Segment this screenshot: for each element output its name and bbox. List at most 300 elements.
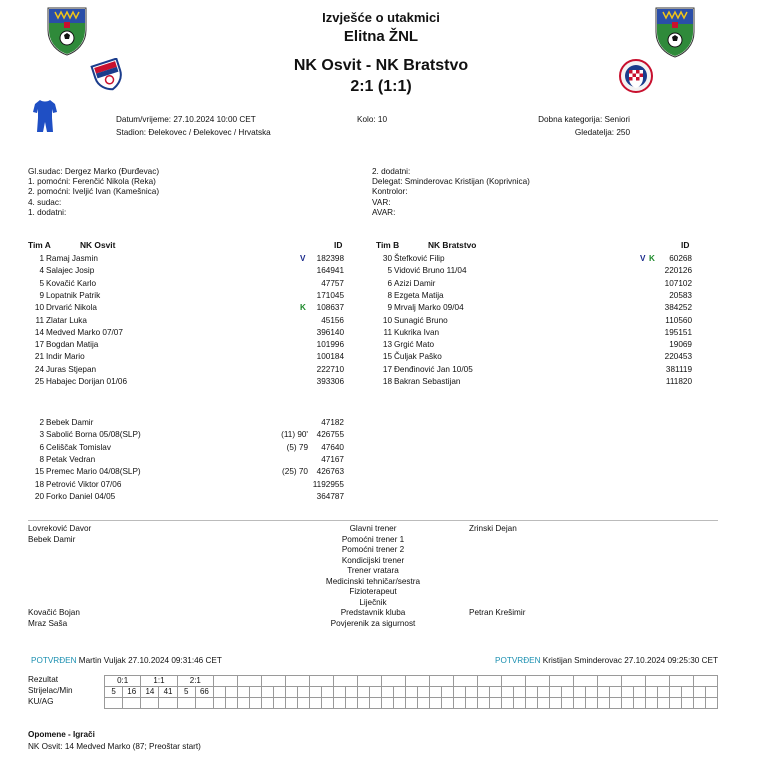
player-number: 18 [34, 479, 44, 489]
staff-role: Liječnik [359, 597, 387, 607]
match-stadium: Stadion: Đelekovec / Đelekovec / Hrvatska [116, 128, 271, 137]
result-empty-cell [670, 676, 694, 687]
player-id: 108637 [316, 303, 344, 313]
result-empty-cell [502, 698, 514, 709]
result-empty-cell [262, 687, 274, 698]
player-id: 1192955 [312, 479, 344, 489]
result-empty-cell [478, 698, 490, 709]
player-name: Kukrika Ivan [394, 327, 440, 337]
player-name: Drvarić Nikola [46, 303, 97, 313]
player-name: Bakran Sebastijan [394, 377, 461, 386]
result-empty-cell [286, 676, 310, 687]
result-empty-cell [598, 676, 622, 687]
result-empty-cell [622, 687, 634, 698]
player-row [26, 443, 344, 454]
player-row [374, 316, 692, 327]
player-id: 100184 [316, 352, 344, 362]
player-number: 13 [382, 340, 392, 350]
result-empty-cell [442, 687, 454, 698]
result-empty-cell [334, 676, 358, 687]
result-empty-cell [430, 676, 454, 687]
player-row [26, 480, 344, 491]
player-id: 222710 [316, 364, 344, 374]
confirmation-team-a [31, 656, 222, 666]
official-line: VAR: [372, 197, 391, 207]
player-id: 426763 [316, 467, 344, 477]
result-empty-cell [334, 698, 346, 709]
player-number: 1 [39, 254, 44, 263]
staff-member [28, 556, 91, 567]
result-empty-cell [502, 687, 514, 698]
player-number: 5 [387, 266, 392, 276]
staff-member [469, 619, 525, 630]
match-round: Kolo: 10 [357, 115, 388, 124]
confirmation-status: POTVRĐEN [494, 656, 541, 665]
player-id: 45156 [321, 315, 344, 325]
player-name: Mrvalj Marko 09/04 [394, 303, 464, 313]
result-empty-cell [574, 687, 586, 698]
player-name: Premec Mario 04/08(SLP) [46, 467, 141, 477]
result-scorer-cell: 41 [159, 687, 177, 698]
staff-member [469, 577, 525, 588]
team-a-id-header: ID [334, 240, 343, 250]
result-empty-cell [370, 698, 382, 709]
confirmation-team-b [495, 656, 718, 666]
result-empty-cell [478, 676, 502, 687]
player-number: 14 [34, 327, 44, 337]
official-line: 1. pomoćni: Ferenčić Nikola (Reka) [28, 177, 156, 187]
result-empty-cell [490, 687, 502, 698]
result-empty-cell [670, 687, 682, 698]
result-empty-cell [598, 687, 610, 698]
result-empty-cell [382, 687, 394, 698]
result-empty-cell [430, 698, 442, 709]
report-title: Izvješće o utakmici [322, 10, 440, 25]
result-table [104, 675, 718, 709]
player-row [374, 266, 692, 277]
player-name: Salajec Josip [46, 266, 95, 276]
player-number: 24 [34, 364, 44, 374]
staff-member [469, 545, 525, 556]
player-name: Sabolić Borna 05/08(SLP) [46, 430, 141, 440]
result-empty-cell [538, 698, 550, 709]
result-empty-cell [141, 698, 159, 709]
result-empty-cell [123, 698, 141, 709]
result-empty-cell [514, 698, 526, 709]
player-number: 11 [383, 327, 392, 337]
player-name: Zlatar Luka [46, 315, 87, 325]
player-name: Azizi Damir [394, 278, 436, 288]
result-empty-cell [538, 687, 550, 698]
result-empty-cell [370, 687, 382, 698]
player-id: 171045 [316, 290, 344, 300]
result-empty-cell [634, 687, 646, 698]
result-empty-cell [394, 687, 406, 698]
player-row [26, 340, 344, 351]
result-empty-cell [574, 676, 598, 687]
result-empty-cell [214, 676, 238, 687]
player-number: 17 [34, 340, 44, 350]
result-empty-cell [250, 687, 262, 698]
result-empty-cell [706, 698, 718, 709]
player-row [26, 352, 344, 363]
result-empty-cell [454, 698, 466, 709]
player-id: 107102 [664, 278, 692, 288]
staff-member [469, 598, 525, 609]
player-number: 10 [34, 303, 44, 313]
result-empty-cell [658, 687, 670, 698]
result-empty-cell [658, 698, 670, 709]
result-empty-cell [406, 698, 418, 709]
result-empty-cell [298, 698, 310, 709]
player-row [374, 291, 692, 302]
player-number: 5 [39, 278, 44, 288]
player-number: 30 [382, 254, 392, 263]
result-empty-cell [346, 698, 358, 709]
result-empty-cell [694, 676, 718, 687]
player-row [26, 365, 344, 376]
player-row [374, 328, 692, 339]
result-empty-cell [586, 698, 598, 709]
player-row [26, 291, 344, 302]
player-id: 364787 [316, 491, 344, 501]
team-b-name: NK Bratstvo [428, 240, 477, 250]
confirmation-text: Kristijan Sminderovac 27.10.2024 09:25:30 CET [542, 656, 718, 665]
result-empty-cell [478, 687, 490, 698]
staff-member [28, 587, 91, 598]
player-id: 20583 [669, 290, 692, 300]
result-empty-cell [622, 676, 646, 687]
report-header [0, 10, 762, 96]
result-empty-cell [430, 687, 442, 698]
staff-role: Povjerenik za sigurnost [330, 618, 416, 628]
staff-member [28, 577, 91, 588]
team-a-label: Tim A [28, 240, 51, 250]
player-number: 4 [39, 266, 44, 276]
staff-member [469, 566, 525, 577]
confirmation-text: Martin Vuljak 27.10.2024 09:31:46 CET [78, 656, 222, 665]
player-id: 47640 [321, 442, 344, 452]
result-label: Rezultat [28, 675, 59, 684]
result-empty-cell [694, 687, 706, 698]
result-empty-cell [310, 687, 322, 698]
player-id: 220126 [664, 266, 692, 276]
player-row [374, 365, 692, 376]
result-empty-cell [646, 698, 658, 709]
staff-member: Petran Krešimir [469, 608, 526, 617]
player-row [26, 266, 344, 277]
staff-member: Kovačić Bojan [28, 608, 80, 617]
result-empty-cell [598, 698, 610, 709]
result-empty-cell [159, 698, 177, 709]
result-empty-cell [406, 687, 418, 698]
result-empty-cell [694, 698, 706, 709]
result-empty-cell [195, 698, 213, 709]
player-row [26, 279, 344, 290]
player-row [374, 340, 692, 351]
player-name: Forko Daniel 04/05 [46, 491, 116, 501]
player-row [26, 492, 344, 503]
result-empty-cell [442, 698, 454, 709]
player-name: Indir Mario [46, 352, 85, 362]
officials-right [372, 167, 530, 218]
jersey-icon [32, 98, 58, 137]
result-empty-cell [586, 687, 598, 698]
result-empty-cell [670, 698, 682, 709]
result-empty-cell [262, 698, 274, 709]
staff-role: Trener vratara [347, 566, 399, 575]
result-scorer-cell: 5 [177, 687, 195, 698]
official-line: 2. dodatni: [372, 167, 411, 176]
age-category: Dobna kategorija: Seniori [538, 115, 630, 124]
result-score-cell: 1:1 [141, 676, 177, 687]
result-empty-cell [466, 698, 478, 709]
staff-role: Pomoćni trener 1 [341, 534, 405, 544]
match-name: NK Osvit - NK Bratstvo [293, 56, 469, 74]
staff-role: Glavni trener [349, 524, 397, 533]
player-row [374, 303, 692, 314]
player-id: 393306 [316, 377, 344, 386]
staff-role: Predstavnik kluba [340, 608, 406, 617]
result-empty-cell [418, 698, 430, 709]
player-id: 47757 [321, 278, 344, 288]
staff-member [28, 566, 91, 577]
result-empty-cell [574, 698, 586, 709]
official-line: Gl.sudac: Dergez Marko (Đurđevac) [28, 167, 160, 176]
result-empty-cell [466, 687, 478, 698]
player-row [26, 254, 344, 265]
result-scorer-cell: 14 [141, 687, 159, 698]
player-row [26, 377, 344, 388]
staff-member [28, 598, 91, 609]
player-number: 9 [387, 303, 392, 313]
player-name: Ramaj Jasmin [46, 254, 98, 263]
player-number: 9 [39, 290, 44, 300]
player-id: 396140 [316, 327, 344, 337]
official-line: Kontrolor: [372, 187, 408, 197]
player-row [374, 377, 692, 388]
result-empty-cell [682, 698, 694, 709]
result-empty-cell [634, 698, 646, 709]
staff-role: Pomoćni trener 2 [341, 545, 405, 554]
player-name: Ezgeta Matija [394, 290, 444, 300]
result-label: Strijelac/Min [28, 686, 73, 695]
player-id: 182398 [316, 254, 344, 263]
substitution-info: (11) 90' [281, 430, 308, 440]
player-row [374, 279, 692, 290]
player-id: 195151 [664, 327, 692, 337]
staff-member [28, 545, 91, 556]
result-empty-cell [214, 698, 226, 709]
result-empty-cell [550, 676, 574, 687]
player-row [26, 467, 344, 478]
player-name: Grgić Mato [394, 340, 435, 350]
result-empty-cell [610, 687, 622, 698]
staff-member [469, 556, 525, 567]
player-name: Bogdan Matija [46, 340, 99, 350]
result-empty-cell [682, 687, 694, 698]
player-id: 426755 [316, 430, 344, 440]
result-empty-cell [238, 676, 262, 687]
player-id: 384252 [664, 303, 692, 313]
result-empty-cell [298, 687, 310, 698]
result-scorer-cell: 5 [105, 687, 123, 698]
player-id: 19069 [669, 340, 692, 350]
match-score: 2:1 (1:1) [350, 77, 412, 95]
player-name: Petrović Viktor 07/06 [46, 479, 122, 489]
result-empty-cell [562, 687, 574, 698]
staff-role: Medicinski tehničar/sestra [325, 576, 421, 586]
team-b-id-header: ID [681, 240, 690, 250]
staff-role: Kondicijski trener [341, 555, 405, 565]
result-empty-cell [358, 687, 370, 698]
player-name: Habajec Dorijan 01/06 [46, 377, 128, 386]
result-empty-cell [610, 698, 622, 709]
player-name: Štefković Filip [394, 254, 445, 263]
substitution-info: (5) 79 [286, 442, 308, 452]
player-row [26, 455, 344, 466]
result-empty-cell [286, 687, 298, 698]
result-empty-cell [706, 687, 718, 698]
result-empty-cell [526, 698, 538, 709]
result-empty-cell [514, 687, 526, 698]
official-line: 2. pomoćni: Ivelјić Ivan (Kamešnica) [28, 187, 160, 197]
staff-roles [273, 524, 473, 629]
player-number: 18 [382, 377, 392, 386]
result-empty-cell [358, 676, 382, 687]
result-empty-cell [346, 687, 358, 698]
official-line: Delegat: Sminderovac Kristijan (Koprivnica) [372, 177, 530, 187]
player-name: Juras Stjepan [46, 364, 97, 374]
result-empty-cell [562, 698, 574, 709]
player-name: Celiščak Tomislav [46, 442, 111, 452]
result-empty-cell [382, 698, 394, 709]
result-empty-cell [238, 698, 250, 709]
result-empty-cell [418, 687, 430, 698]
result-empty-cell [526, 676, 550, 687]
player-name: Bebek Damir [46, 418, 94, 427]
player-name: Vidović Bruno 11/04 [394, 266, 467, 276]
result-labels [28, 675, 73, 708]
player-id: 47167 [321, 454, 344, 464]
result-empty-cell [322, 687, 334, 698]
player-number: 6 [387, 278, 392, 288]
match-date: Datum/vrijeme: 27.10.2024 10:00 CET [116, 115, 256, 124]
result-empty-cell [214, 687, 226, 698]
player-name: Sunagić Bruno [394, 315, 448, 325]
result-empty-cell [105, 698, 123, 709]
player-number: 25 [34, 377, 44, 386]
staff-team-b [469, 524, 525, 629]
player-id: 220453 [664, 352, 692, 362]
player-id: 110560 [665, 315, 692, 325]
result-empty-cell [646, 687, 658, 698]
result-empty-cell [550, 698, 562, 709]
goalkeeper-marker: V [640, 254, 646, 263]
staff-role: Fizioterapeut [349, 587, 397, 596]
player-id: 60268 [669, 254, 692, 263]
cautions-title: Opomene - Igrači [28, 730, 95, 739]
result-scorer-cell: 66 [195, 687, 213, 698]
official-line: 4. sudac: [28, 197, 62, 207]
player-id: 101996 [316, 340, 344, 350]
result-empty-cell [490, 698, 502, 709]
result-empty-cell [274, 698, 286, 709]
player-row [374, 254, 692, 265]
result-empty-cell [334, 687, 346, 698]
player-row [374, 352, 692, 363]
result-empty-cell [454, 687, 466, 698]
confirmation-status: POTVRĐEN [31, 656, 77, 665]
staff-member [469, 535, 525, 546]
cautions-text: NK Osvit: 14 Medved Marko (87; Preoštar start) [28, 742, 201, 751]
league-name: Elitna ŽNL [343, 27, 419, 45]
player-number: 15 [34, 467, 44, 477]
result-empty-cell [646, 676, 670, 687]
result-empty-cell [394, 698, 406, 709]
staff-member: Mraz Saša [28, 618, 68, 628]
player-number: 20 [34, 491, 44, 501]
player-name: Čuljak Paško [394, 352, 442, 362]
officials-left [28, 167, 159, 218]
result-empty-cell [286, 698, 298, 709]
result-label: KU/AG [28, 697, 54, 706]
official-line: 1. dodatni: [28, 207, 67, 217]
player-id: 381119 [665, 364, 692, 374]
player-row [26, 303, 344, 314]
player-number: 6 [39, 442, 44, 452]
player-row [26, 418, 344, 429]
result-row [105, 676, 718, 687]
spectators: Gledatelja: 250 [574, 128, 630, 137]
result-empty-cell [310, 676, 334, 687]
player-row [26, 430, 344, 441]
result-empty-cell [226, 687, 238, 698]
captain-marker: K [300, 303, 306, 313]
result-empty-cell [358, 698, 370, 709]
result-empty-cell [502, 676, 526, 687]
player-row [26, 316, 344, 327]
result-empty-cell [526, 687, 538, 698]
substitution-info: (25) 70 [282, 467, 308, 477]
player-name: Medved Marko 07/07 [46, 327, 123, 337]
player-row [26, 328, 344, 339]
divider-staff [28, 520, 718, 521]
staff-member: Zrinski Dejan [469, 524, 517, 533]
result-empty-cell [382, 676, 406, 687]
result-empty-cell [622, 698, 634, 709]
result-row [105, 687, 718, 698]
result-empty-cell [322, 698, 334, 709]
team-a-name: NK Osvit [80, 240, 116, 250]
staff-member: Lovreković Davor [28, 524, 92, 533]
result-empty-cell [226, 698, 238, 709]
result-score-cell: 2:1 [177, 676, 213, 687]
staff-member [469, 587, 525, 598]
result-empty-cell [177, 698, 195, 709]
player-id: 111820 [665, 377, 692, 386]
captain-marker: K [649, 254, 655, 263]
player-id: 164941 [316, 266, 344, 276]
result-empty-cell [274, 687, 286, 698]
official-line: AVAR: [372, 207, 396, 217]
player-number: 2 [39, 418, 44, 427]
player-name: Đenđinović Jan 10/05 [394, 364, 473, 374]
player-number: 8 [39, 454, 44, 464]
staff-member: Bebek Damir [28, 534, 76, 544]
player-number: 11 [35, 315, 44, 325]
player-number: 10 [382, 315, 392, 325]
